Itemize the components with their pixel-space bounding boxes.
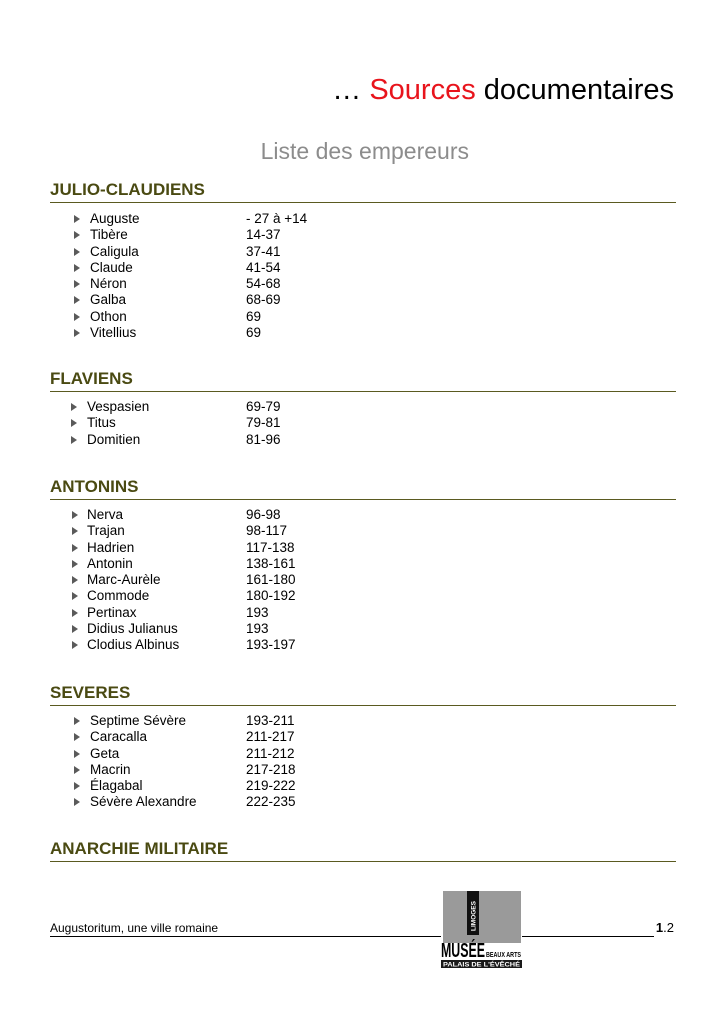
section-severes — [50, 683, 676, 811]
emperor-name: Vitellius — [90, 325, 137, 341]
emperor-name: Caracalla — [90, 729, 148, 745]
list-item — [50, 227, 676, 243]
emperor-name: Domitien — [87, 431, 141, 447]
list-item — [50, 621, 676, 637]
reign-dates: 217-218 — [246, 761, 296, 777]
list-item — [50, 572, 676, 588]
list-item — [50, 325, 676, 341]
emperor-name: Didius Julianus — [87, 621, 178, 637]
reign-dates: - 27 à +14 — [246, 211, 308, 226]
bullet-arrow-icon — [74, 798, 80, 806]
title-rest: documentaires — [483, 74, 674, 106]
list-item — [50, 292, 676, 308]
emperor-list — [50, 713, 676, 811]
emperor-name: Hadrien — [87, 539, 135, 555]
emperor-name: Tibère — [90, 227, 128, 243]
bullet-arrow-icon — [71, 403, 77, 411]
emperor-list — [50, 507, 676, 654]
reign-dates: 193 — [246, 604, 269, 620]
emperor-name: Élagabal — [90, 778, 143, 794]
emperor-name: Othon — [90, 308, 127, 324]
reign-dates: 41-54 — [246, 259, 281, 275]
logo-word3: PALAIS DE L'ÉVÊCHÉ — [443, 962, 506, 969]
section-title: SEVERES — [50, 683, 676, 706]
bullet-arrow-icon — [72, 527, 78, 535]
reign-dates: 222-235 — [246, 794, 296, 810]
emperor-name: Vespasien — [87, 399, 150, 414]
emperor-name: Marc-Aurèle — [87, 572, 161, 588]
list-item — [50, 260, 676, 276]
list-item — [50, 762, 676, 778]
title-accent-word: Sources — [369, 74, 476, 106]
emperor-name: Septime Sévère — [90, 713, 187, 728]
list-item — [50, 556, 676, 572]
section-julio-claudiens — [50, 180, 676, 341]
reign-dates: 69 — [246, 325, 262, 341]
section-title: JULIO-CLAUDIENS — [50, 180, 676, 203]
emperor-name: Commode — [87, 588, 150, 604]
emperor-name: Titus — [87, 415, 116, 431]
bullet-arrow-icon — [74, 248, 80, 256]
reign-dates: 68-69 — [246, 292, 281, 308]
list-item — [50, 211, 676, 227]
bullet-arrow-icon — [72, 641, 78, 649]
emperor-name: Clodius Albinus — [87, 637, 180, 653]
emperor-list — [50, 399, 676, 448]
list-item — [50, 729, 676, 745]
list-item — [50, 588, 676, 604]
list-item — [50, 432, 676, 448]
list-item — [50, 415, 676, 431]
section-title: FLAVIENS — [50, 369, 676, 392]
reign-dates: 81-96 — [246, 431, 281, 447]
list-item — [50, 507, 676, 523]
bullet-arrow-icon — [74, 750, 80, 758]
reign-dates: 96-98 — [246, 507, 281, 522]
reign-dates: 193 — [246, 621, 269, 637]
bullet-arrow-icon — [72, 609, 78, 617]
page-number-rest: .2 — [663, 920, 674, 935]
bullet-arrow-icon — [74, 280, 80, 288]
bullet-arrow-icon — [74, 733, 80, 741]
reign-dates: 161-180 — [246, 572, 296, 588]
list-item — [50, 399, 676, 415]
reign-dates: 37-41 — [246, 243, 281, 259]
bullet-arrow-icon — [72, 511, 78, 519]
list-item — [50, 276, 676, 292]
reign-dates: 138-161 — [246, 555, 296, 571]
page-number — [656, 920, 674, 935]
list-item — [50, 309, 676, 325]
reign-dates: 14-37 — [246, 227, 281, 243]
bullet-arrow-icon — [71, 436, 77, 444]
bullet-arrow-icon — [72, 576, 78, 584]
reign-dates: 79-81 — [246, 415, 281, 431]
logo-city-text: LIMOGES — [470, 901, 478, 931]
list-item — [50, 746, 676, 762]
section-anarchie-militaire — [50, 839, 676, 862]
emperor-name: Néron — [90, 276, 127, 292]
list-item — [50, 540, 676, 556]
bullet-arrow-icon — [74, 717, 80, 725]
emperor-list — [50, 211, 676, 341]
emperor-name: Nerva — [87, 507, 124, 522]
emperor-name: Trajan — [87, 523, 125, 539]
footer-text: Augustoritum, une ville romaine — [50, 921, 219, 935]
emperor-name: Macrin — [90, 761, 131, 777]
bullet-arrow-icon — [71, 419, 77, 427]
footer-rule — [50, 936, 654, 937]
logo-grey-block — [443, 891, 521, 943]
bullet-arrow-icon — [72, 625, 78, 633]
reign-dates: 193-197 — [246, 637, 296, 653]
section-title: ANTONINS — [50, 477, 676, 500]
bullet-arrow-icon — [74, 264, 80, 272]
reign-dates: 180-192 — [246, 588, 296, 604]
bullet-arrow-icon — [74, 215, 80, 223]
bullet-arrow-icon — [74, 766, 80, 774]
bullet-arrow-icon — [74, 329, 80, 337]
reign-dates: 219-222 — [246, 778, 296, 794]
list-item — [50, 713, 676, 729]
emperor-name: Pertinax — [87, 604, 137, 620]
bullet-arrow-icon — [72, 560, 78, 568]
reign-dates: 211-212 — [246, 745, 295, 761]
section-antonins — [50, 477, 676, 654]
reign-dates: 69-79 — [246, 399, 281, 414]
list-item — [50, 244, 676, 260]
reign-dates: 193-211 — [246, 713, 295, 728]
list-item — [50, 794, 676, 810]
emperor-name: Sévère Alexandre — [90, 794, 197, 810]
logo-word2: BEAUX ARTS — [486, 952, 522, 959]
bullet-arrow-icon — [74, 231, 80, 239]
musee-logo — [441, 891, 522, 971]
bullet-arrow-icon — [74, 782, 80, 790]
emperor-name: Antonin — [87, 555, 133, 571]
page-subtitle: Liste des empereurs — [260, 138, 469, 164]
bullet-arrow-icon — [72, 544, 78, 552]
page-title — [332, 74, 674, 107]
section-title: ANARCHIE MILITAIRE — [50, 839, 676, 862]
emperor-name: Caligula — [90, 243, 139, 259]
list-item — [50, 523, 676, 539]
emperor-name: Galba — [90, 292, 127, 308]
list-item — [50, 637, 676, 653]
reign-dates: 54-68 — [246, 276, 281, 292]
list-item — [50, 605, 676, 621]
reign-dates: 98-117 — [246, 523, 288, 539]
emperor-name: Claude — [90, 259, 133, 275]
page-number-bold: 1 — [655, 920, 664, 935]
emperor-name: Auguste — [90, 211, 140, 226]
bullet-arrow-icon — [74, 296, 80, 304]
section-flaviens — [50, 369, 676, 448]
reign-dates: 69 — [246, 308, 262, 324]
title-ellipsis: … — [332, 74, 362, 106]
list-item — [50, 778, 676, 794]
bullet-arrow-icon — [72, 592, 78, 600]
bullet-arrow-icon — [74, 313, 80, 321]
reign-dates: 117-138 — [246, 539, 295, 555]
reign-dates: 211-217 — [246, 729, 295, 745]
logo-word1: MUSÉE — [441, 940, 513, 962]
emperor-name: Geta — [90, 745, 120, 761]
